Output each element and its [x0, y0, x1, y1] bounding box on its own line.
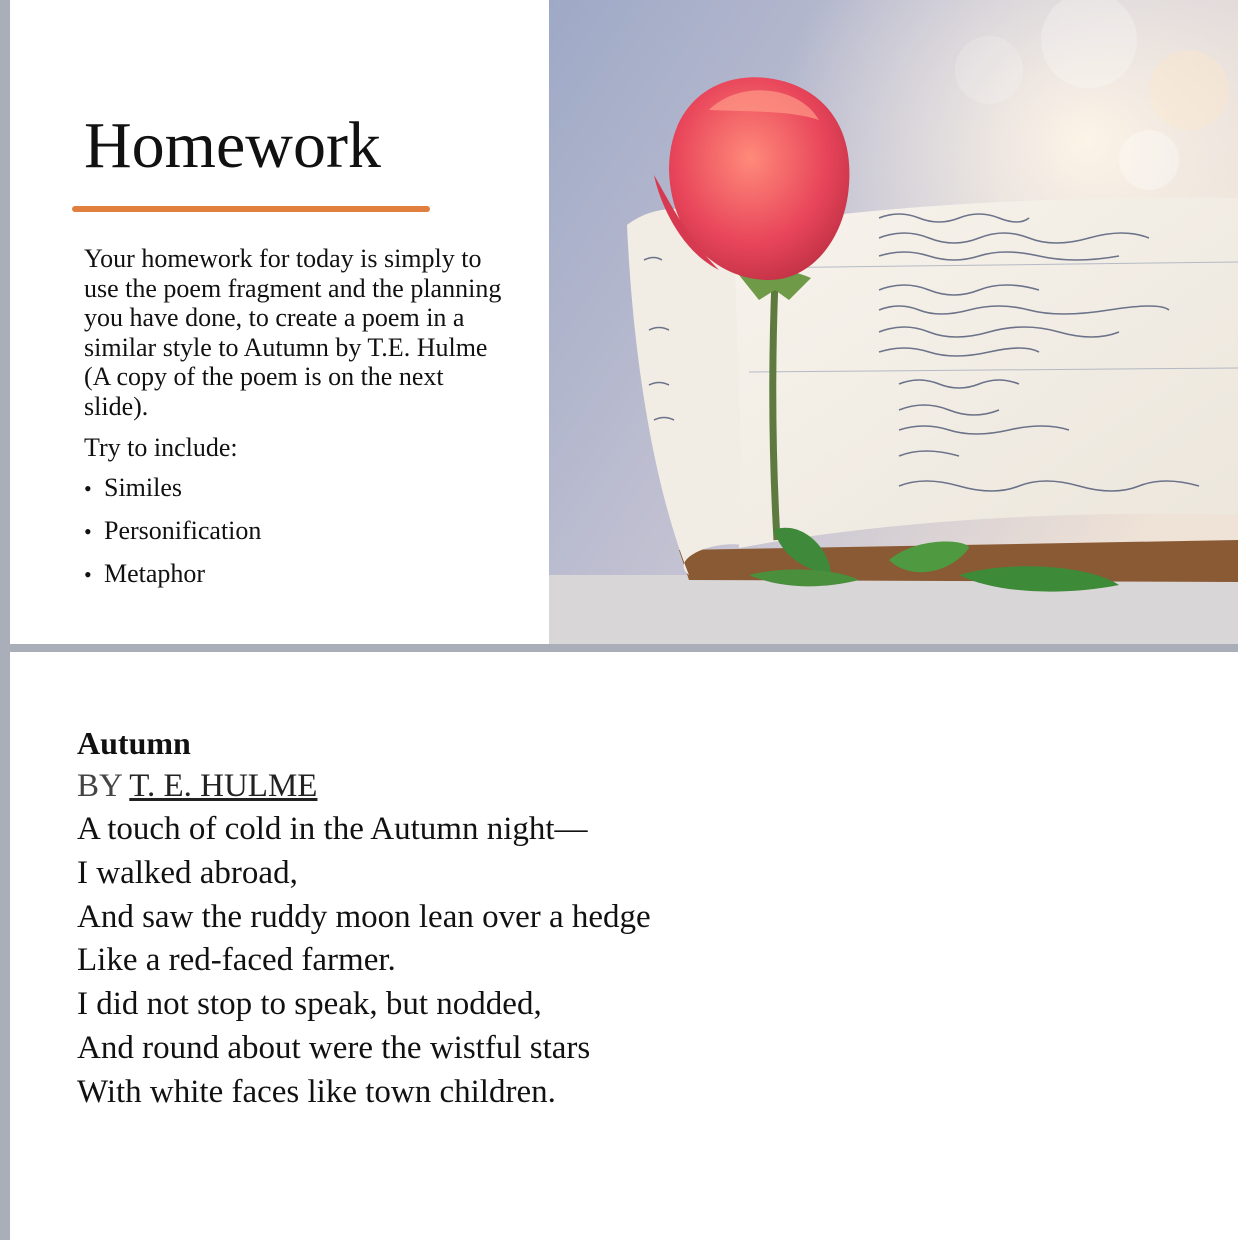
- poem-lines: [77, 808, 651, 1115]
- poem-line: A touch of cold in the Autumn night—: [77, 811, 588, 847]
- poem-title: Autumn: [77, 725, 191, 761]
- poem-line: I did not stop to speak, but nodded,: [77, 986, 542, 1023]
- poem-line: And round about were the wistful stars: [77, 1029, 591, 1066]
- instructions-paragraph: Your homework for today is simply to use the poem fragment and the planning you have done, to create a poem in a similar style to Autumn by T.E. Hulme (A copy of the poem is on the next slide).: [84, 244, 502, 421]
- slide-title: Homework: [84, 109, 381, 182]
- poem-block: [77, 722, 651, 1115]
- bullet-icon: •: [84, 561, 92, 587]
- try-label: Try to include:: [84, 433, 238, 462]
- poem-line: And saw the ruddy moon lean over a hedge: [77, 898, 651, 935]
- list-item: • Personification: [84, 515, 262, 545]
- poem-line: With white faces like town children.: [77, 1073, 556, 1110]
- author-link[interactable]: T. E. HULME: [129, 768, 318, 804]
- list-item: • Metaphor: [84, 558, 206, 588]
- poem-slide: [10, 652, 1238, 1240]
- bullet-icon: •: [84, 518, 92, 544]
- technique-list: [84, 473, 504, 602]
- title-underline: [72, 206, 430, 212]
- rose-notebook-image: [549, 0, 1238, 644]
- bullet-icon: •: [84, 475, 92, 501]
- list-item: • Similes: [84, 472, 183, 502]
- homework-instructions: [84, 244, 504, 602]
- homework-slide: [10, 0, 1238, 644]
- byline: [77, 764, 651, 808]
- poem-line: I walked abroad,: [77, 854, 298, 891]
- poem-line: Like a red-faced farmer.: [77, 942, 396, 979]
- by-label: BY: [77, 768, 122, 804]
